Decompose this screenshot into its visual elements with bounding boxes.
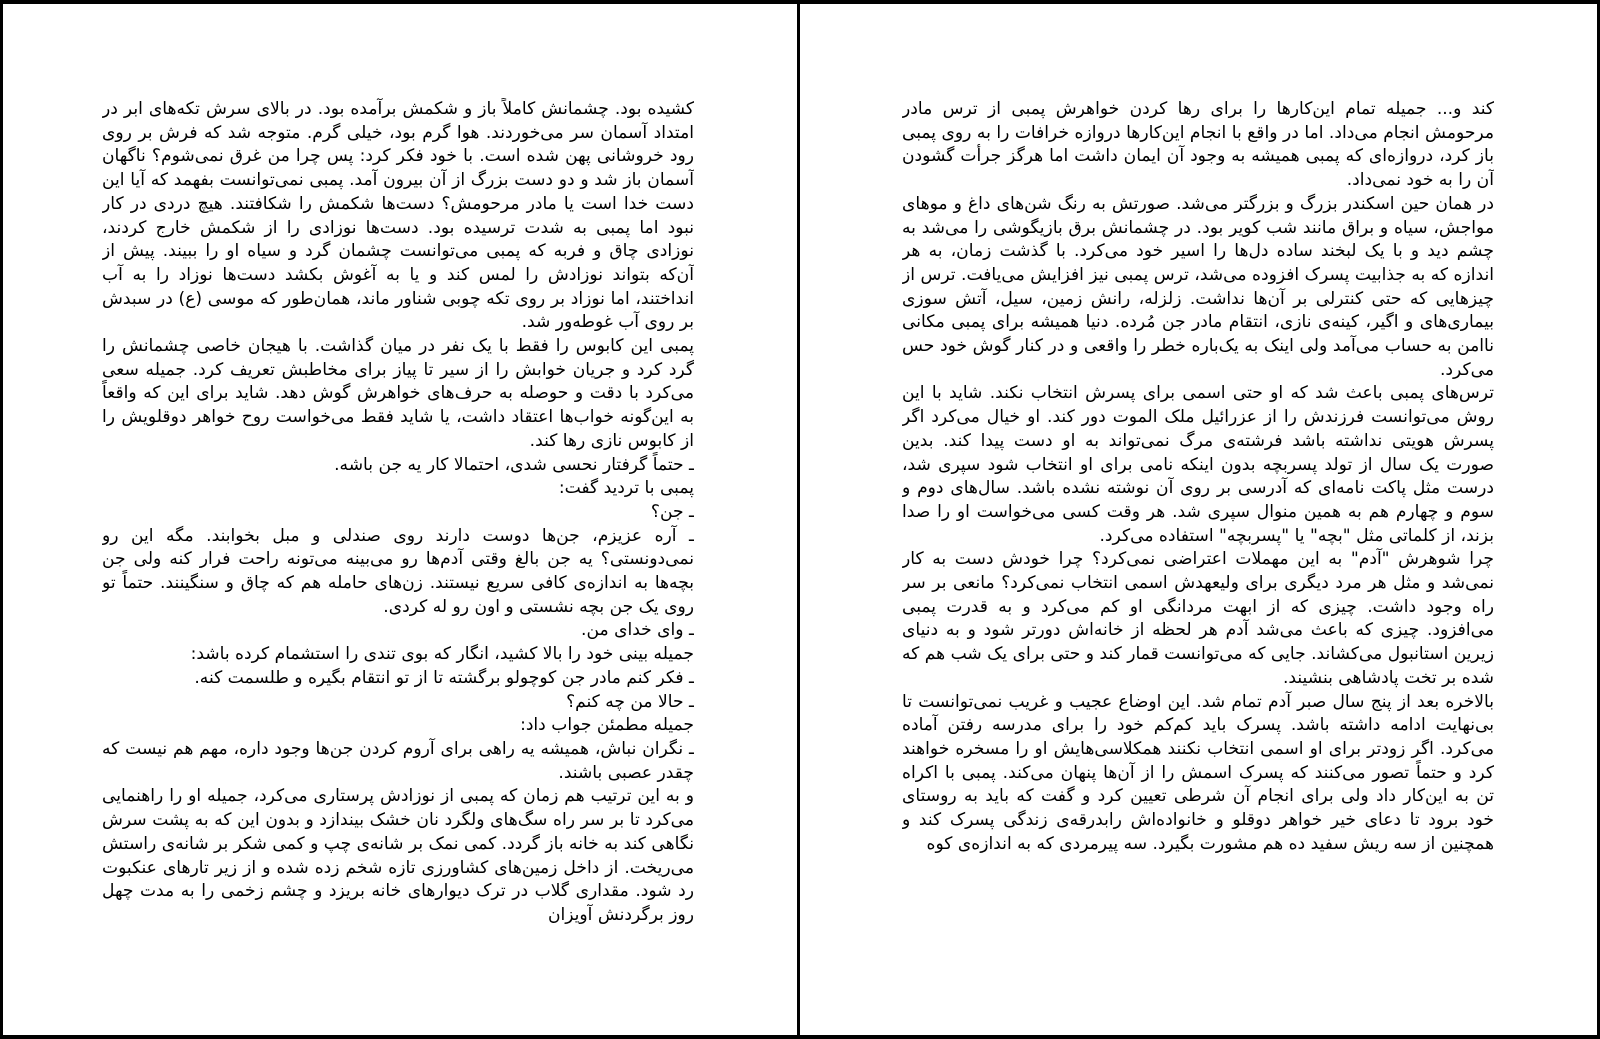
dialogue-line: ـ فکر کنم مادر جن کوچولو برگشته تا از تو انتقام بگیره و طلسمت کنه. <box>194 667 694 688</box>
paragraph: کشیده بود. چشمانش کاملاً باز و شکمش برآمده بود. در بالای سرش تکه‌های ابر در امتداد آسمان سر می‌خوردند. هوا گرم بود، خیلی گرم. متوجه شد که فرش بر روی رود خروشانی پهن شده است. با خود فکر کرد: پس چرا من غرق نمی‌شوم؟ ناگهان آسمان باز شد و دو دست بزرگ از آن بیرون آمد. پمبی نمی‌توانست بفهمد که آیا این دست خدا است یا مادر مرحومش؟ دست‌ها شکمش را شکافتند. هیچ دردی در کار نبود اما پمبی به شدت ترسیده بود. دست‌ها نوزادی را از شکمش خارج کردند، نوزادی چاق و فربه که پمبی می‌توانست چشمان گرد و سیاه او را ببیند. پیش از آن‌که بتواند نوزادش را لمس کند و یا به آغوش بکشد دست‌ها نوزاد را به آب انداختند، اما نوزاد بر روی تکه چوبی شناور ماند، همان‌طور که موسی (ع) در سبدش بر روی آب غوطه‌ور شد. <box>102 99 694 333</box>
dialogue-line: ـ حتماً گرفتار نحسی شدی، احتمالا کار یه جن باشه. <box>334 454 694 475</box>
dialogue-line: ـ نگران نباش، همیشه یه راهی برای آروم کردن جن‌ها وجود داره، مهم هم نیست که چقدر عصبی باشند. <box>102 738 694 783</box>
paragraph: پمبی با تردید گفت: <box>558 478 694 499</box>
dialogue-line: ـ وای خدای من. <box>581 620 694 641</box>
paragraph: ترس‌های پمبی باعث شد که او حتی اسمی برای پسرش انتخاب نکند. شاید با این روش می‌توانست فرزندش را از عزرائیل ملک الموت دور کند. او خیال می‌کرد اگر پسرش هویتی نداشته باشد فرشته‌ی مرگ نمی‌تواند به او دست پیدا کند. بدین صورت یک سال از تولد پسربچه بدون اینکه نامی برای او انتخاب شود سپری شد، درست مثل پاکت نامه‌ای که آدرسی بر روی آن نوشته نشده باشد. سال‌های دوم و سوم و چهارم هم به همین منوال سپری شد. هر وقت کسی می‌خواست او را صدا بزند، از کلماتی مثل "بچه" یا "پسربچه" استفاده می‌کرد. <box>902 383 1494 546</box>
paragraph: و به این ترتیب هم زمان که پمبی از نوزادش پرستاری می‌کرد، جمیله او را راهنمایی می‌کرد تا بر سر راه سگ‌های ولگرد نان خشک بیندازد و بدون این که به پشت سرش نگاهی کند به خانه باز گردد. کمی نمک بر شانه‌ی چپ و کمی شکر بر شانه‌ی راستش می‌ریخت. از داخل زمین‌های کشاورزی تازه شخم زده شده و از زیر تارهای عنکبوت رد شود. مقداری گلاب در ترک دیوارهای خانه بریزد و چشم زخمی را به مدت چهل روز برگردنش آویزان <box>102 786 694 925</box>
page-divider <box>797 0 800 1039</box>
dialogue-line: ـ آره عزیزم، جن‌ها دوست دارند روی صندلی و مبل بخوابند. مگه این رو نمی‌دونستی؟ یه جن بالغ وقتی آدم‌ها رو می‌بینه می‌تونه راحت فرار کنه ولی جن بچه‌ها به اندازه‌ی کافی سریع نیستند. زن‌های حامله هم که چاق و سنگینند. حتماً تو روی یک جن بچه نشستی و اون رو له کردی. <box>102 525 694 617</box>
top-border <box>0 0 1600 4</box>
dialogue-line: ـ حالا من چه کنم؟ <box>566 691 694 712</box>
dialogue-line: ـ جن؟ <box>650 501 694 522</box>
left-page-text <box>102 98 694 928</box>
paragraph: جمیله مطمئن جواب داد: <box>520 715 694 736</box>
left-border <box>0 0 3 1039</box>
right-page <box>902 98 1494 958</box>
paragraph: در همان حین اسکندر بزرگ و بزرگتر می‌شد. صورتش به رنگ شن‌های داغ و موهای مواجش، سیاه و براق مانند شب کویر بود. در چشمانش برق بازیگوشی را می‌شد به چشم دید و با یک لبخند ساده دل‌ها را اسیر خود می‌کرد. با گذشت زمان، به هر اندازه که به جذابیت پسرک افزوده می‌شد، ترس پمبی نیز افزایش می‌یافت. ترس از چیزهایی که حتی کنترلی بر آن‌ها نداشت. زلزله، رانش زمین، سیل، آتش سوزی بیماری‌های و اگیر، کینه‌ی نازی، انتقام مادر جن مُرده. دنیا همیشه برای پمبی مکانی ناامن به حساب می‌آمد ولی اینک به یک‌باره خطر را واقعی و در کنار گوش خود حس می‌کرد. <box>902 193 1494 380</box>
paragraph: چرا شوهرش "آدم" به این مهملات اعتراضی نمی‌کرد؟ چرا خودش دست به کار نمی‌شد و مثل هر مرد دیگری برای ولیعهدش اسمی انتخاب نمی‌کرد؟ مانعی بر سر راه وجود داشت. چیزی که از ابهت مردانگی او کم می‌کرد و به قدرت پمبی می‌افزود. چیزی که باعث می‌شد آدم هر لحظه از خانه‌اش دورتر شود و به دنیای زیرین استانبول می‌کشاند. جایی که می‌توانست قمار کند و حتی برای یک شب هم که شده بر تخت پادشاهی بنشیند. <box>902 549 1494 688</box>
paragraph: بالاخره بعد از پنج سال صبر آدم تمام شد. این اوضاع عجیب و غریب نمی‌توانست تا بی‌نهایت ادامه داشته باشد. پسرک باید کم‌کم خود را برای مدرسه رفتن آماده می‌کرد. اگر زودتر برای او اسمی انتخاب نکنند همکلاسی‌هایش او را مسخره خواهند کرد و حتماً تصور می‌کنند که پسرک اسمش را از آن‌ها پنهان می‌کند. پمبی با اکراه تن به این‌کار داد ولی برای انجام آن شرطی تعیین کرد و گفت که باید به روستای خود برود تا دعای خیر خواهر دوقلو و خانواده‌اش رابدرقه‌ی زندگی پسرک کند و همچنین از سه ریش سفید ده هم مشورت بگیرد. سه پیرمردی که به اندازه‌ی کوه <box>902 691 1494 854</box>
paragraph: جمیله بینی خود را بالا کشید، انگار که بوی تندی را استشمام کرده باشد: <box>190 644 694 665</box>
bottom-border <box>0 1035 1600 1039</box>
paragraph: پمبی این کابوس را فقط با یک نفر در میان گذاشت. با هیجان خاصی چشمانش را گرد کرد و جریان خوابش را از سیر تا پیاز برای مخاطبش تعریف کرد. جمیله سعی می‌کرد با دقت و حوصله به حرف‌های خواهرش گوش دهد. شاید برای این که واقعاً به این‌گونه خواب‌ها اعتقاد داشت، یا شاید فقط می‌خواست روح خواهر دوقلویش را از کابوس نازی رها کند. <box>102 336 694 451</box>
paragraph: کند و... جمیله تمام این‌کارها را برای رها کردن خواهرش پمبی از ترس مادر مرحومش انجام می‌داد. اما در واقع با انجام این‌کارها دروازه خرافات را به روی پمبی باز کرد، دروازه‌ای که پمبی همیشه به وجود آن ایمان داشت اما هرگز جرأت گشودن آن را به خود نمی‌داد. <box>902 99 1494 191</box>
left-page <box>102 98 694 958</box>
right-page-text <box>902 98 1494 857</box>
